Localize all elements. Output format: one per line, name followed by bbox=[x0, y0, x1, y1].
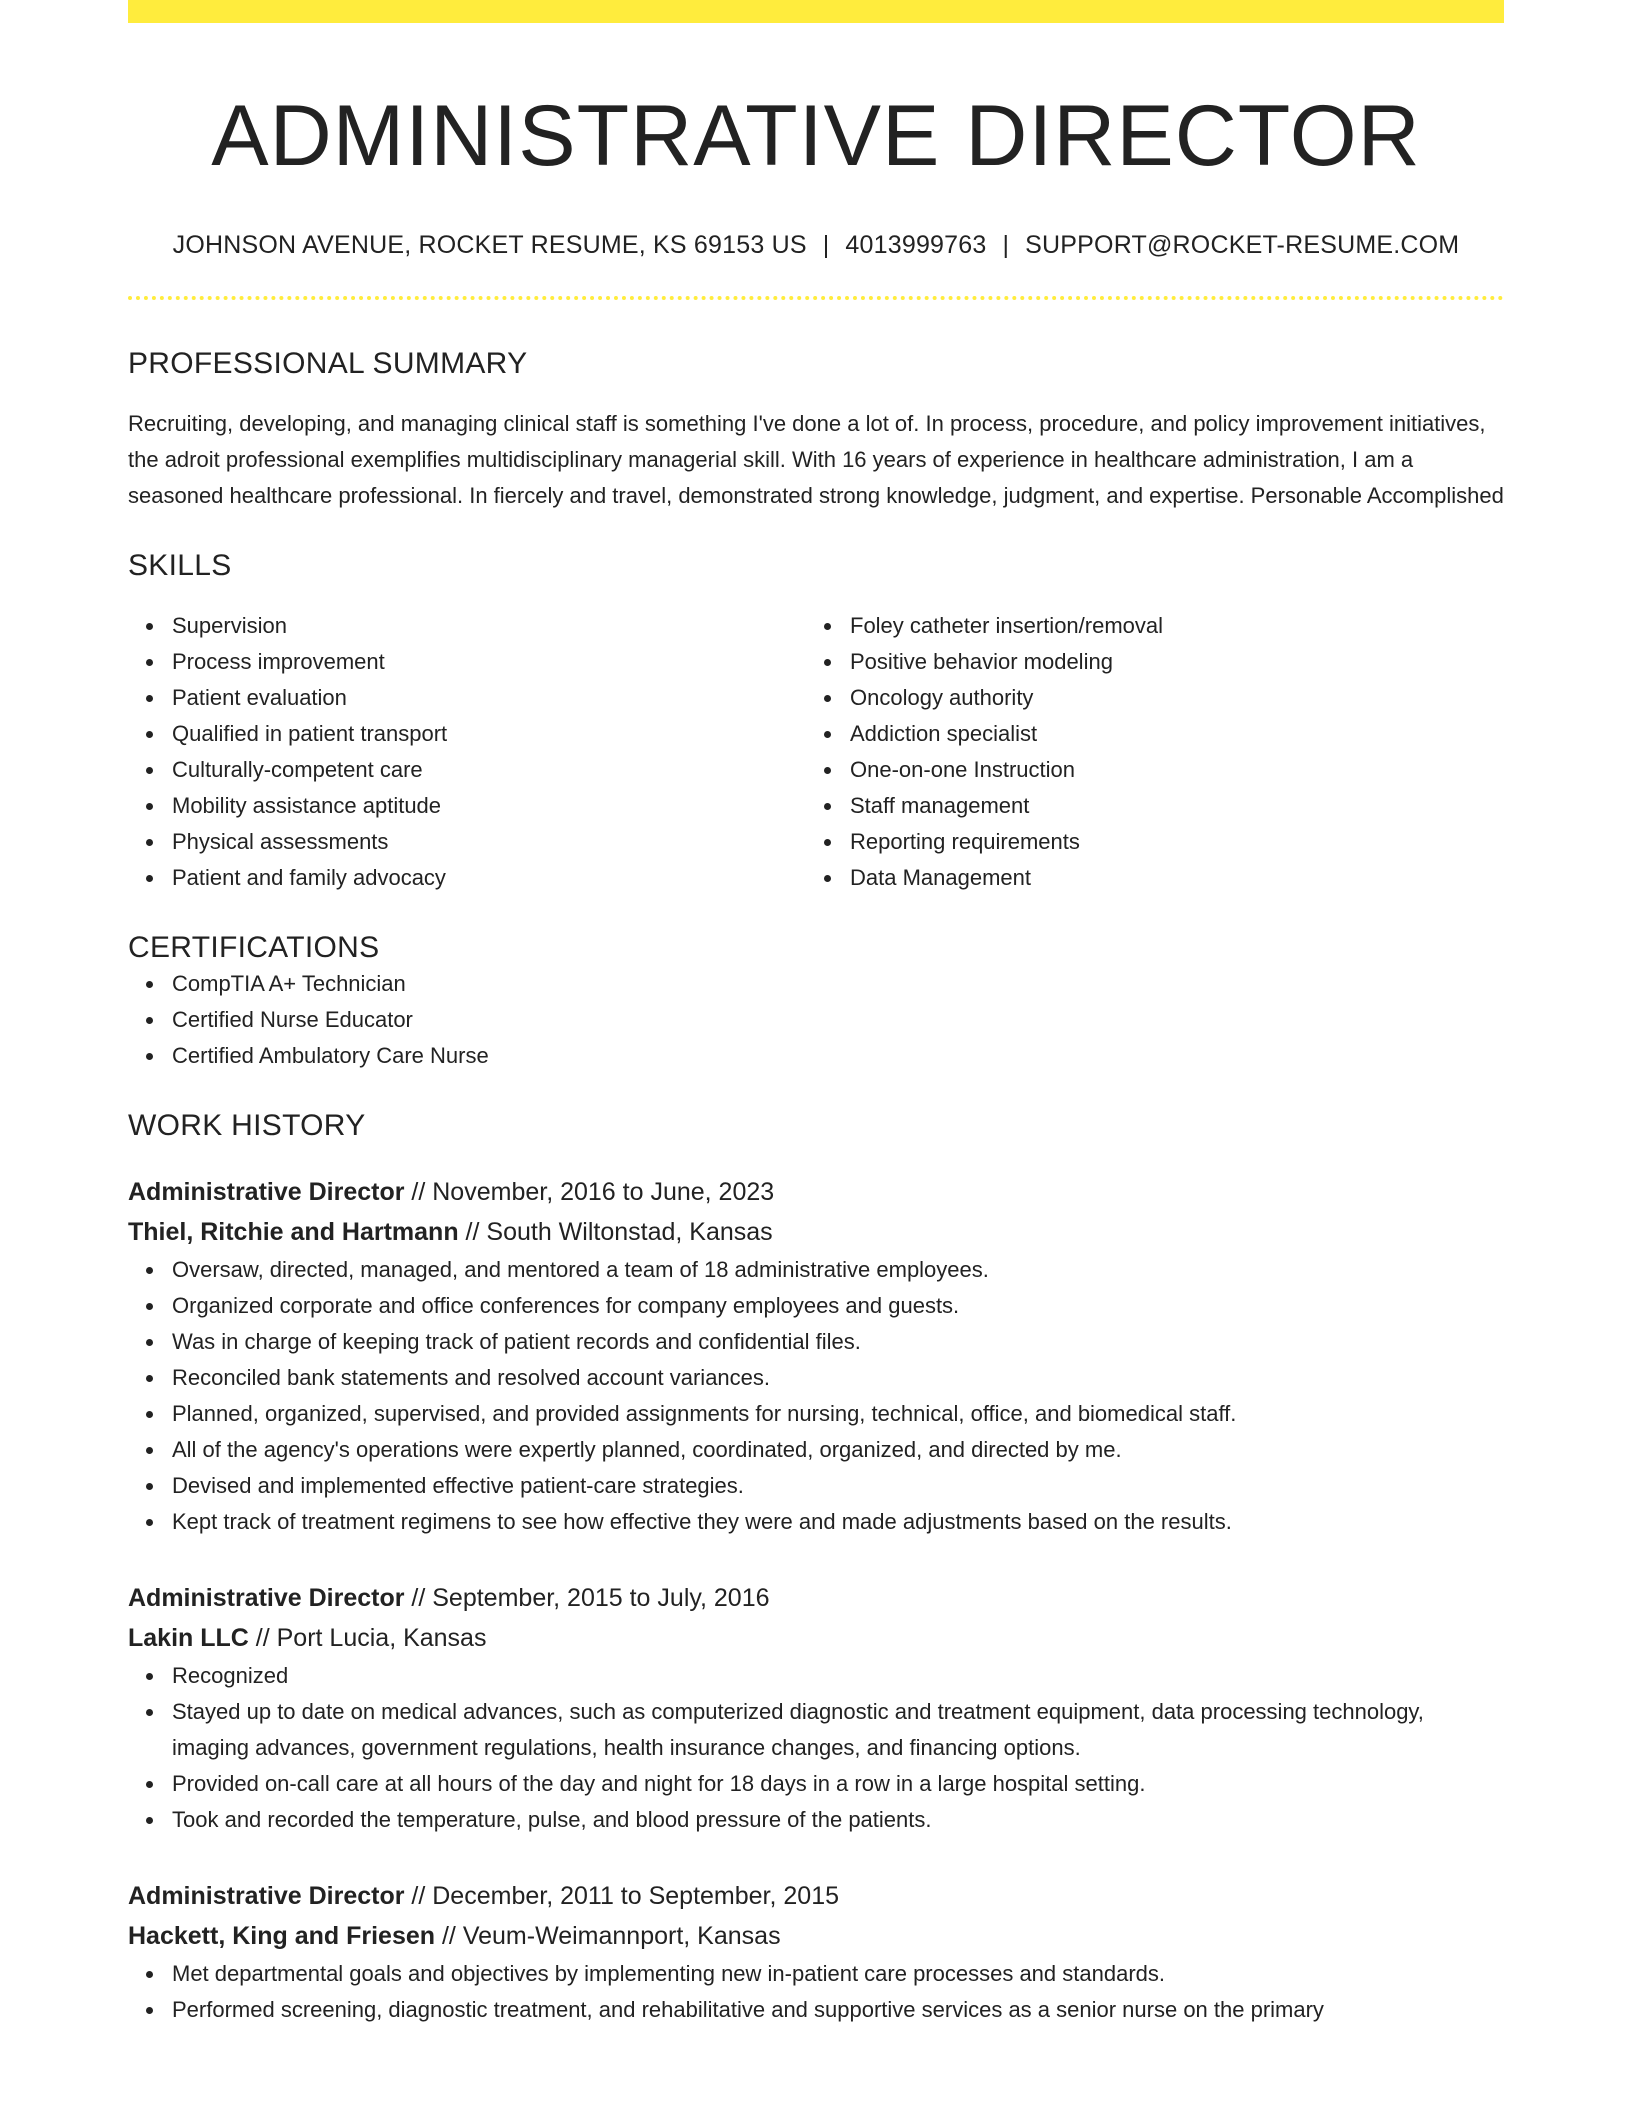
certifications-list bbox=[128, 966, 1504, 1074]
job-duty: Took and recorded the temperature, pulse, and blood pressure of the patients. bbox=[172, 1802, 1504, 1838]
job-duty: Organized corporate and office conferences for company employees and guests. bbox=[172, 1288, 1504, 1324]
job-duty: Provided on-call care at all hours of the day and night for 18 days in a row in a large hospital setting. bbox=[172, 1766, 1504, 1802]
certification-item: CompTIA A+ Technician bbox=[172, 966, 1504, 1002]
job-entry bbox=[128, 1876, 1504, 2028]
job-duty: Met departmental goals and objectives by implementing new in-patient care processes and standards. bbox=[172, 1956, 1504, 1992]
skill-item: Mobility assistance aptitude bbox=[172, 788, 806, 824]
header-divider bbox=[128, 296, 1504, 300]
job-title-line bbox=[128, 1876, 1504, 1916]
contact-separator: | bbox=[1002, 231, 1010, 260]
job-duty: Performed screening, diagnostic treatment, and rehabilitative and supportive services as a senior nurse on the primary bbox=[172, 1992, 1504, 2028]
job-duties-list bbox=[128, 1956, 1504, 2028]
job-location: // Veum-Weimannport, Kansas bbox=[435, 1922, 781, 1951]
summary-heading: PROFESSIONAL SUMMARY bbox=[128, 347, 528, 381]
job-entry bbox=[128, 1578, 1504, 1838]
skill-item: Oncology authority bbox=[850, 680, 1484, 716]
skill-item: Qualified in patient transport bbox=[172, 716, 806, 752]
contact-separator: | bbox=[822, 231, 830, 260]
job-company-line bbox=[128, 1916, 1504, 1956]
summary-text: Recruiting, developing, and managing clinical staff is something I've done a lot of. In process, procedure, and policy improvement initiatives, the adroit professional exemplifies multidisciplinary managerial skill. With 16 years of experience in healthcare administration, I am a seasoned healthcare professional. In fiercely and travel, demonstrated strong knowledge, judgment, and expertise. Personable Accomplished bbox=[128, 411, 1504, 509]
job-dates: // December, 2011 to September, 2015 bbox=[404, 1882, 840, 1911]
job-company-line bbox=[128, 1212, 1504, 1252]
skills-column-left bbox=[128, 608, 806, 896]
contact-line bbox=[128, 230, 1504, 260]
job-location: // South Wiltonstad, Kansas bbox=[458, 1218, 773, 1247]
job-role: Administrative Director bbox=[128, 1882, 405, 1911]
job-dates: // November, 2016 to June, 2023 bbox=[404, 1178, 775, 1207]
job-duty: Devised and implemented effective patient-care strategies. bbox=[172, 1468, 1504, 1504]
resume-page bbox=[128, 0, 1504, 2028]
certification-item: Certified Nurse Educator bbox=[172, 1002, 1504, 1038]
skills-grid bbox=[128, 608, 1504, 896]
skill-item: Reporting requirements bbox=[850, 824, 1484, 860]
skill-item: Process improvement bbox=[172, 644, 806, 680]
job-duties-list bbox=[128, 1658, 1504, 1838]
job-duty: Stayed up to date on medical advances, such as computerized diagnostic and treatment equipment, data processing technology, imaging advances, government regulations, health insurance changes, and financing options. bbox=[172, 1694, 1504, 1766]
work-history-heading: WORK HISTORY bbox=[128, 1109, 366, 1143]
skill-item: Patient evaluation bbox=[172, 680, 806, 716]
skill-item: One-on-one Instruction bbox=[850, 752, 1484, 788]
certification-item: Certified Ambulatory Care Nurse bbox=[172, 1038, 1504, 1074]
skills-list-right bbox=[806, 608, 1484, 896]
top-accent-bar bbox=[128, 0, 1504, 23]
job-duty: Recognized bbox=[172, 1658, 1504, 1694]
job-company: Lakin LLC bbox=[128, 1624, 249, 1653]
job-company: Thiel, Ritchie and Hartmann bbox=[128, 1218, 459, 1247]
skill-item: Physical assessments bbox=[172, 824, 806, 860]
job-duty: Oversaw, directed, managed, and mentored a team of 18 administrative employees. bbox=[172, 1252, 1504, 1288]
skill-item: Supervision bbox=[172, 608, 806, 644]
contact-email[interactable]: SUPPORT@ROCKET-RESUME.COM bbox=[1025, 231, 1460, 260]
resume-title: ADMINISTRATIVE DIRECTOR bbox=[211, 88, 1421, 184]
skill-item: Positive behavior modeling bbox=[850, 644, 1484, 680]
certifications-heading: CERTIFICATIONS bbox=[128, 931, 380, 965]
contact-phone[interactable]: 4013999763 bbox=[845, 231, 987, 260]
job-title-line bbox=[128, 1578, 1504, 1618]
job-dates: // September, 2015 to July, 2016 bbox=[404, 1584, 770, 1613]
skill-item: Foley catheter insertion/removal bbox=[850, 608, 1484, 644]
job-duty: Planned, organized, supervised, and provided assignments for nursing, technical, office, and biomedical staff. bbox=[172, 1396, 1504, 1432]
job-company: Hackett, King and Friesen bbox=[128, 1922, 436, 1951]
skill-item: Data Management bbox=[850, 860, 1484, 896]
job-duty: Was in charge of keeping track of patient records and confidential files. bbox=[172, 1324, 1504, 1360]
skills-list-left bbox=[128, 608, 806, 896]
job-duty: All of the agency's operations were expertly planned, coordinated, organized, and directed by me. bbox=[172, 1432, 1504, 1468]
job-entry bbox=[128, 1172, 1504, 1540]
job-company-line bbox=[128, 1618, 1504, 1658]
skill-item: Patient and family advocacy bbox=[172, 860, 806, 896]
job-duties-list bbox=[128, 1252, 1504, 1540]
skills-heading: SKILLS bbox=[128, 549, 232, 583]
skill-item: Addiction specialist bbox=[850, 716, 1484, 752]
job-duty: Reconciled bank statements and resolved account variances. bbox=[172, 1360, 1504, 1396]
job-role: Administrative Director bbox=[128, 1178, 405, 1207]
job-role: Administrative Director bbox=[128, 1584, 405, 1613]
skill-item: Staff management bbox=[850, 788, 1484, 824]
skill-item: Culturally-competent care bbox=[172, 752, 806, 788]
job-location: // Port Lucia, Kansas bbox=[248, 1624, 487, 1653]
contact-address: JOHNSON AVENUE, ROCKET RESUME, KS 69153 US bbox=[172, 231, 807, 260]
job-title-line bbox=[128, 1172, 1504, 1212]
job-duty: Kept track of treatment regimens to see how effective they were and made adjustments based on the results. bbox=[172, 1504, 1504, 1540]
skills-column-right bbox=[806, 608, 1484, 896]
